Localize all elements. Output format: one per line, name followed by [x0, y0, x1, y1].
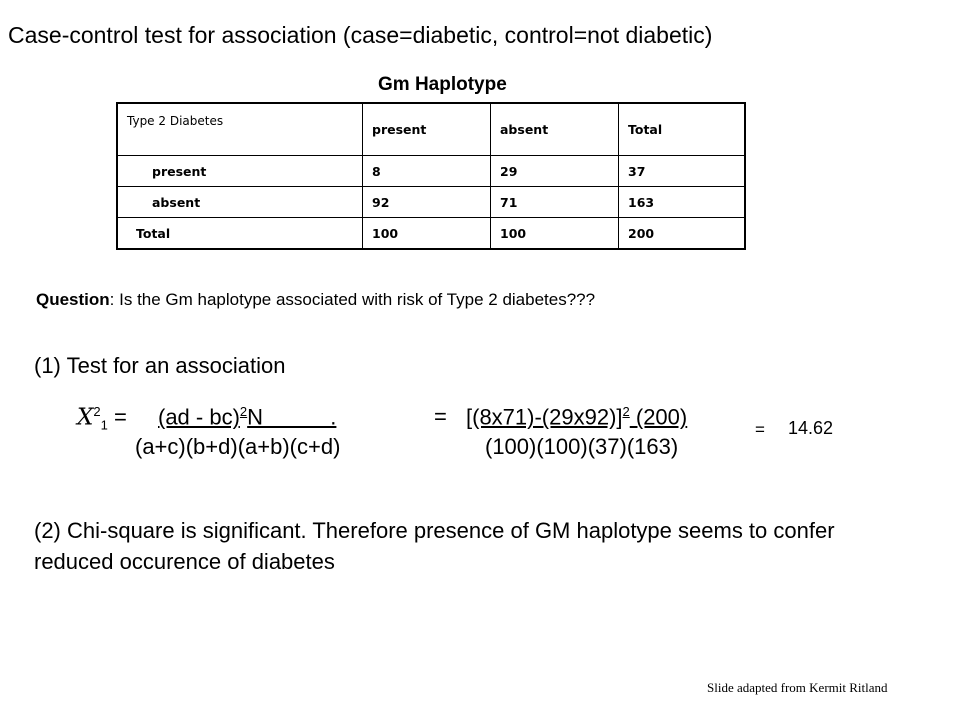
chi-square-symbol: $X^2_1$ =: [77, 404, 127, 433]
numeric-numerator: $[(8x71)-(29x92)]^2$ (200): [466, 404, 688, 430]
table-cell: 92: [363, 187, 491, 218]
contingency-table: [116, 102, 746, 250]
formula-numerator: (ad - bc)$^2$N .: [158, 404, 337, 430]
table-cell: 29: [491, 156, 619, 187]
table-row-label: present: [117, 156, 363, 187]
numeric-denominator: (100)(100)(37)(163): [485, 434, 679, 459]
question-label: Question: [36, 290, 110, 309]
table-cell: 100: [491, 218, 619, 250]
table-row: [117, 156, 745, 187]
table-cell: 8: [363, 156, 491, 187]
table-header-row: [117, 103, 745, 156]
slide-credit: Slide adapted from Kermit Ritland: [707, 680, 888, 695]
formula-denominator: (a+c)(b+d)(a+b)(c+d): [135, 434, 341, 459]
table-header-cell: present: [363, 103, 491, 156]
table-row-label: Total: [117, 218, 363, 250]
table-cell: 37: [619, 156, 746, 187]
question-text: [36, 290, 595, 310]
step-1-heading: (1) Test for an association: [34, 353, 286, 378]
table-cell: 100: [363, 218, 491, 250]
table-header-cell: Total: [619, 103, 746, 156]
table-cell: 200: [619, 218, 746, 250]
conclusion-text: (2) Chi-square is significant. Therefore presence of GM haplotype seems to confer reduced occurence of diabetes: [34, 518, 835, 574]
table-row-label: absent: [117, 187, 363, 218]
table-row: [117, 187, 745, 218]
table-cell: 163: [619, 187, 746, 218]
formula-equals: =: [434, 404, 447, 429]
result-value: 14.62: [788, 418, 834, 438]
table-header-cell: Type 2 Diabetes: [117, 103, 363, 156]
table-caption: Gm Haplotype: [378, 74, 507, 95]
question-body: : Is the Gm haplotype associated with risk of Type 2 diabetes???: [109, 290, 596, 309]
table-row: [117, 218, 745, 250]
slide-title: Case-control test for association (case=diabetic, control=not diabetic): [8, 22, 713, 48]
table-cell: 71: [491, 187, 619, 218]
result-equals: =: [755, 420, 765, 439]
table-header-cell: absent: [491, 103, 619, 156]
